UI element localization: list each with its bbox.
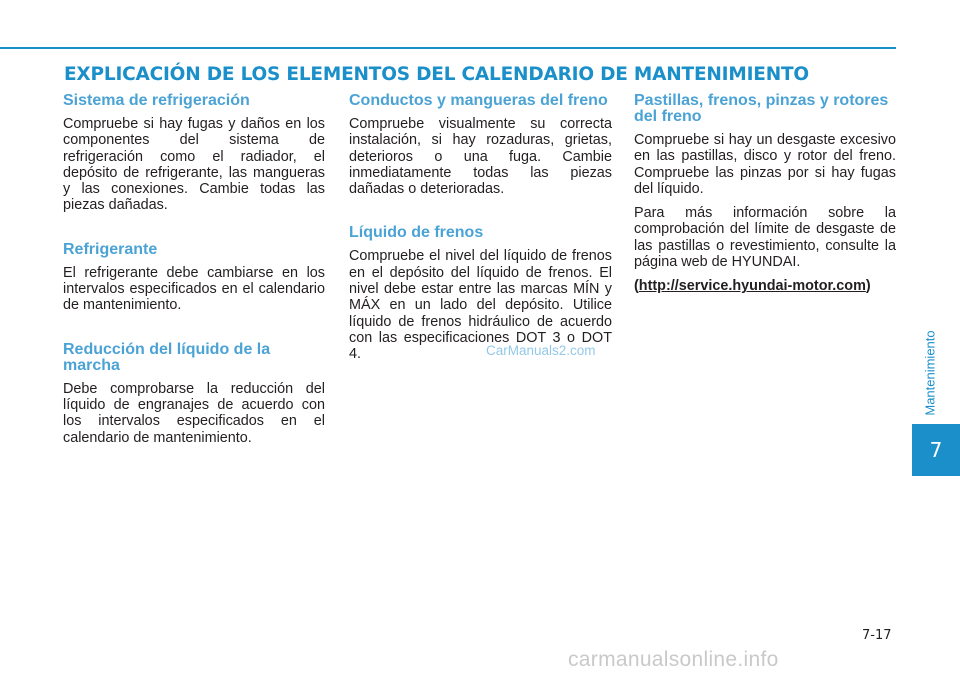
section-paragraph: Compruebe si hay un desgaste excesivo en las pastillas, disco y rotor del freno. Compruebe las pinzas por si hay fugas del líquido.	[634, 132, 896, 197]
service-url	[634, 278, 896, 294]
section-paragraph: Compruebe si hay fugas y daños en los componentes del sistema de refrigeración como el radiador, el depósito de refrigerante, las mangueras y las conexiones. Cambie todas las piezas dañadas.	[63, 116, 325, 214]
section-paragraph: Compruebe visualmente su correcta instalación, si hay rozaduras, grietas, deterioros o una fuga. Cambie inmediatamente todas las piezas dañadas o deterioradas.	[349, 116, 612, 198]
service-link[interactable]: http://service.hyundai-motor.com	[638, 278, 866, 295]
section-paragraph: El refrigerante debe cambiarse en los intervalos especificados en el calendario de mantenimiento.	[63, 264, 325, 314]
section-brake-lines	[349, 93, 612, 197]
url-open-paren: (	[634, 278, 639, 295]
section-brake-pads	[634, 93, 896, 295]
section-heading: Conductos y mangueras del freno	[349, 92, 608, 109]
column-2	[349, 93, 612, 371]
chapter-tab: 7	[912, 424, 960, 476]
section-heading: Sistema de refrigeración	[63, 92, 250, 109]
section-heading: Refrigerante	[63, 240, 158, 258]
column-1	[63, 93, 325, 454]
column-3	[634, 93, 896, 303]
section-brake-fluid	[349, 225, 612, 362]
section-heading: Pastillas, frenos, pinzas y rotores del freno	[634, 92, 889, 125]
section-paragraph: Para más información sobre la comprobación del límite de desgaste de las pastillas o revestimiento, consulte la página web de HYUNDAI.	[634, 205, 896, 271]
watermark-middle: CarManuals2.com	[486, 343, 596, 358]
side-tab-text: Mantenimiento	[922, 329, 938, 416]
watermark-bottom: carmanualsonline.info	[568, 648, 779, 671]
section-heading: Líquido de frenos	[349, 224, 484, 242]
page-title: EXPLICACIÓN DE LOS ELEMENTOS DEL CALENDARIO DE MANTENIMIENTO	[64, 64, 809, 85]
section-gear-fluid	[63, 342, 325, 446]
section-coolant	[63, 242, 325, 314]
page-number: 7-17	[862, 628, 892, 643]
side-tab-label	[921, 325, 939, 420]
section-heading: Reducción del líquido de la marcha	[63, 340, 271, 374]
section-paragraph: Debe comprobarse la reducción del líquido de engranajes de acuerdo con los intervalos especificados en el calendario de mantenimiento.	[63, 380, 325, 446]
url-close-paren: )	[865, 278, 871, 295]
header-rule	[0, 47, 896, 49]
section-cooling-system	[63, 93, 325, 214]
section-paragraph: Compruebe el nivel del líquido de frenos en el depósito del líquido de frenos. El nivel debe estar entre las marcas MÍN y MÁX en un lado del depósito. Utilice líquido de frenos hidráulico de acuerdo con las especificaciones DOT 3 o DOT 4.	[349, 248, 612, 363]
